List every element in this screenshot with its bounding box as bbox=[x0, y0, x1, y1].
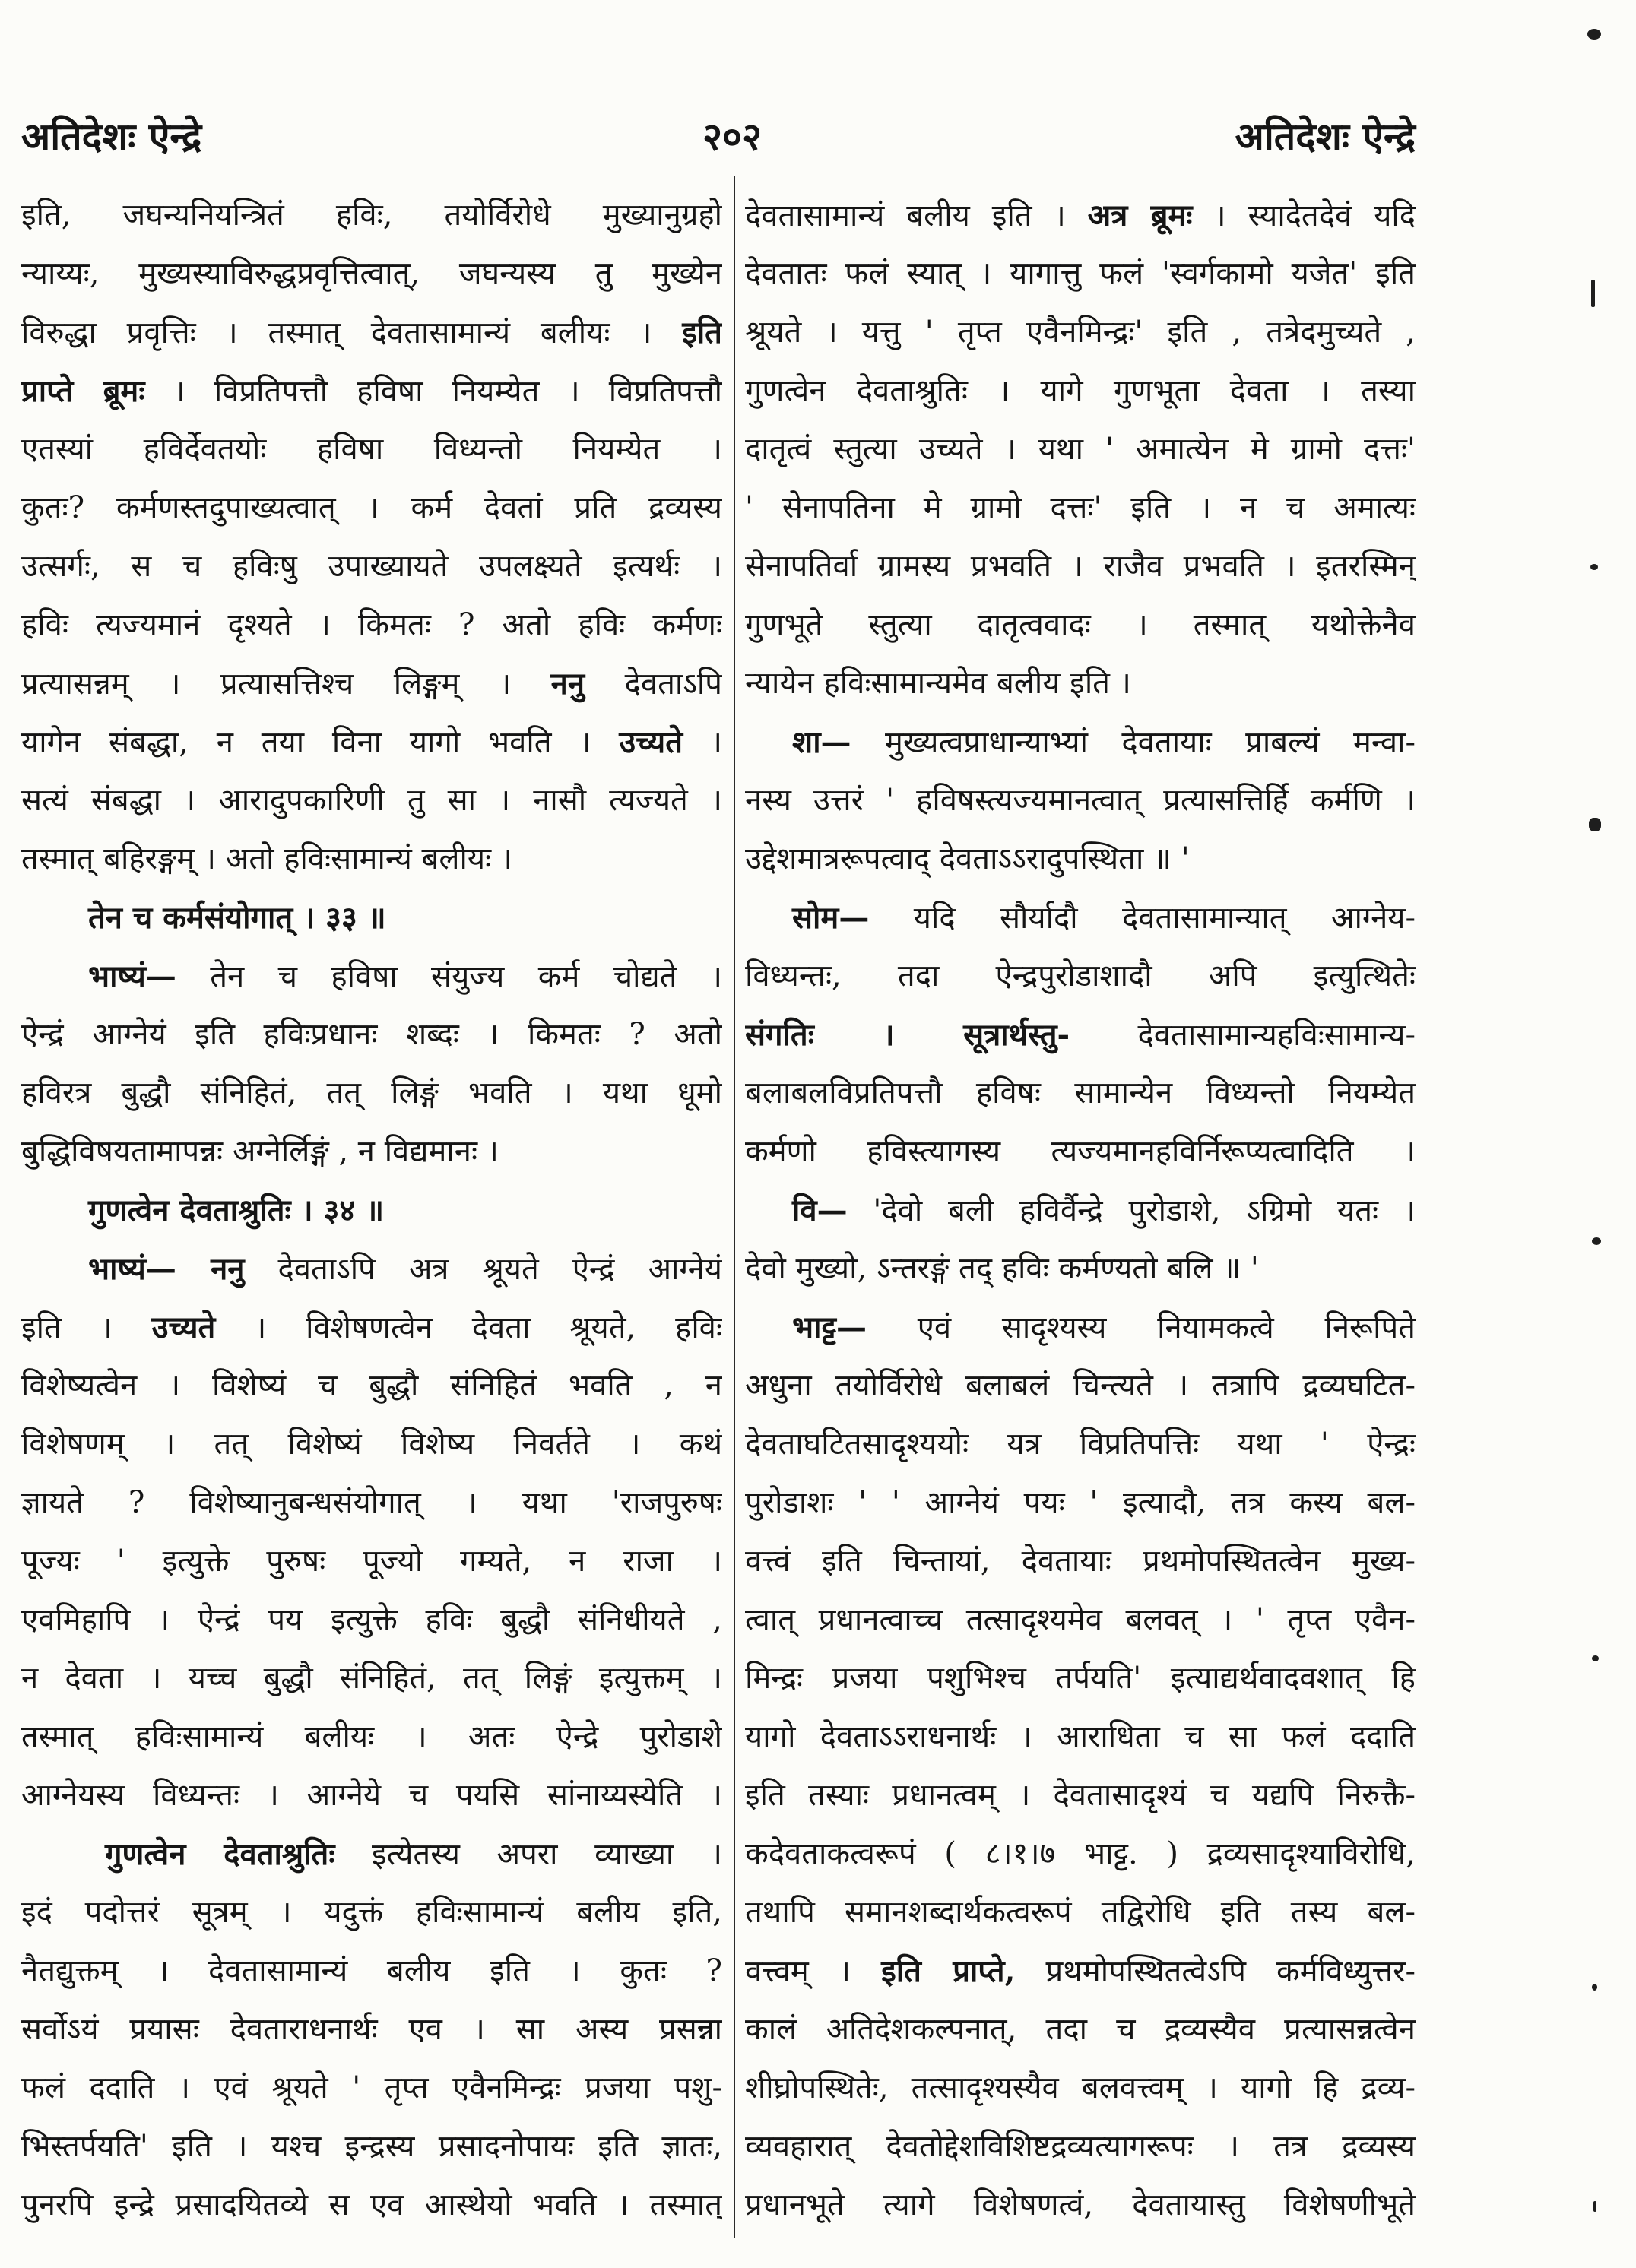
text-segment: कालं अतिदेशकल्पनात्, तदा च द्रव्यस्यैव प्रत्यासन्नत्वेन bbox=[745, 2012, 1416, 2047]
bold-text-segment: इति bbox=[682, 315, 722, 350]
text-line bbox=[21, 771, 722, 830]
text-segment: एतस्यां हविर्देवतयोः हविषा विध्यन्तो नियम्येत । bbox=[21, 432, 722, 467]
text-line bbox=[745, 1181, 1416, 1240]
text-line bbox=[745, 186, 1416, 245]
bold-text-segment: भाष्यं— ननु bbox=[88, 1251, 245, 1287]
text-line bbox=[21, 830, 722, 889]
bold-text-segment: भाट्ट— bbox=[792, 1310, 867, 1345]
text-segment: दातृत्वं स्तुत्या उच्यते । यथा ' अमात्येन मे ग्रामो दत्तः' bbox=[745, 432, 1416, 467]
text-line bbox=[21, 1766, 722, 1825]
text-segment: बलाबलविप्रतिपत्तौ हविषः सामान्येन विध्यन्तो नियम्येत bbox=[745, 1075, 1416, 1110]
text-line bbox=[745, 2059, 1416, 2118]
text-segment: । bbox=[683, 725, 722, 760]
text-line bbox=[21, 303, 722, 362]
text-line bbox=[21, 596, 722, 654]
text-line bbox=[745, 713, 1416, 771]
text-line bbox=[745, 1766, 1416, 1825]
text-line bbox=[21, 947, 722, 1006]
text-line bbox=[21, 654, 722, 713]
text-segment: भिस्तर्पयति' इति । यश्च इन्द्रस्य प्रसादनोपायः इति ज्ञातः, bbox=[21, 2129, 722, 2164]
text-segment: पुनरपि इन्द्रे प्रसादयितव्ये स एव आस्थेयो भवति । तस्मात् bbox=[21, 2187, 722, 2222]
text-line bbox=[745, 1006, 1416, 1064]
text-line bbox=[21, 537, 722, 596]
text-segment: इति तस्याः प्रधानत्वम् । देवतासादृश्यं च यद्यपि निरुक्तै- bbox=[745, 1778, 1416, 1813]
text-segment: कुतः? कर्मणस्तदुपाख्यत्वात् । कर्म देवतां प्रति द्रव्यस्य bbox=[21, 490, 722, 525]
text-line bbox=[21, 2000, 722, 2059]
text-segment: व्यवहारात् देवतोद्देशविशिष्टद्रव्यत्यागरूपः । तत्र द्रव्यस्य bbox=[745, 2129, 1416, 2164]
margin-mark bbox=[1591, 280, 1595, 307]
text-segment: कर्मणो हविस्त्यागस्य त्यज्यमानहविर्निरूप्यत्वादिति । bbox=[745, 1134, 1416, 1169]
text-line bbox=[745, 1532, 1416, 1591]
text-segment: यागेन संबद्धा, न तया विना यागो भवति । bbox=[21, 725, 620, 760]
text-segment: त्वात् प्रधानत्वाच्च तत्सादृश्यमेव बलवत् । ' तृप्त एवैन- bbox=[745, 1602, 1416, 1637]
text-line bbox=[745, 1298, 1416, 1357]
text-line bbox=[745, 303, 1416, 362]
bold-text-segment: वि— bbox=[792, 1193, 848, 1228]
bold-text-segment: सोम— bbox=[792, 900, 870, 936]
text-segment: वत्त्वं इति चिन्तायां, देवतायाः प्रथमोपस्थितत्वेन मुख्य- bbox=[745, 1544, 1416, 1579]
text-line bbox=[21, 1591, 722, 1649]
text-line bbox=[745, 596, 1416, 654]
text-line bbox=[21, 1357, 722, 1415]
text-line bbox=[21, 889, 722, 947]
bold-text-segment: तेन च कर्मसंयोगात् । ३३ ॥ bbox=[88, 900, 386, 936]
text-line bbox=[21, 479, 722, 537]
text-line bbox=[21, 1883, 722, 1942]
text-segment: देवताऽपि bbox=[585, 667, 722, 702]
text-segment: यागो देवताऽऽराधनार्थः । आराधिता च सा फलं ददाति bbox=[745, 1719, 1416, 1754]
text-segment: प्रत्यासन्नम् । प्रत्यासत्तिश्च लिङ्गम् । bbox=[21, 667, 551, 702]
text-segment: उत्सर्गः, स च हविःषु उपाख्यायते उपलक्ष्यते इत्यर्थः । bbox=[21, 549, 722, 584]
text-line bbox=[745, 1415, 1416, 1474]
text-line bbox=[21, 362, 722, 420]
bold-text-segment: ननु bbox=[550, 666, 585, 702]
text-line bbox=[21, 1415, 722, 1474]
text-line bbox=[745, 1123, 1416, 1181]
text-line bbox=[21, 1532, 722, 1591]
text-line bbox=[21, 1006, 722, 1064]
text-segment: इदं पदोत्तरं सूत्रम् । यदुक्तं हविःसामान्यं बलीय इति, bbox=[21, 1895, 722, 1930]
text-line bbox=[21, 1474, 722, 1532]
text-line bbox=[21, 1825, 722, 1883]
bold-text-segment: प्राप्ते ब्रूमः bbox=[21, 373, 145, 409]
text-segment: न देवता । यच्च बुद्धौ संनिहितं, तत् लिङ्गं इत्युक्तम् । bbox=[21, 1661, 722, 1696]
margin-mark bbox=[1587, 29, 1601, 40]
text-segment: गुणभूते स्तुत्या दातृत्ववादः । तस्मात् यथोक्तेनैव bbox=[745, 607, 1416, 642]
text-segment: विशेषणम् । तत् विशेष्यं विशेष्य निवर्तते । कथं bbox=[21, 1427, 722, 1462]
page-number: २०२ bbox=[702, 114, 762, 159]
bold-text-segment: भाष्यं— bbox=[88, 958, 176, 994]
text-segment: यदि सौर्यादौ देवतासामान्यात् आग्नेय- bbox=[869, 901, 1416, 936]
text-line bbox=[21, 2176, 722, 2235]
text-segment: तस्मात् हविःसामान्यं बलीयः । अतः ऐन्द्रे पुरोडाशे bbox=[21, 1719, 722, 1754]
text-line bbox=[21, 1942, 722, 2000]
text-segment: अधुना तयोर्विरोधे बलाबलं चिन्त्यते । तत्रापि द्रव्यघटित- bbox=[745, 1368, 1416, 1403]
text-segment: तस्मात् बहिरङ्गम् । अतो हविःसामान्यं बलीयः । bbox=[21, 841, 513, 876]
text-line bbox=[21, 1181, 722, 1240]
text-line bbox=[745, 245, 1416, 303]
text-segment: इति, जघन्यनियन्त्रितं हविः, तयोर्विरोधे मुख्यानुग्रहो bbox=[21, 198, 722, 233]
text-segment: हविरत्र बुद्धौ संनिहितं, तत् लिङ्गं भवति । यथा धूमो bbox=[21, 1075, 722, 1110]
text-line bbox=[21, 1123, 722, 1181]
text-line bbox=[745, 1883, 1416, 1942]
text-segment: सर्वोऽयं प्रयासः देवताराधनार्थः एव । सा अस्य प्रसन्ना bbox=[21, 2012, 722, 2047]
text-line bbox=[745, 947, 1416, 1006]
bold-text-segment: उच्यते bbox=[151, 1310, 216, 1345]
text-segment: देवताघटितसादृश्ययोः यत्र विप्रतिपत्तिः यथा ' ऐन्द्रः bbox=[745, 1427, 1416, 1462]
text-segment: मुख्यत्वप्राधान्याभ्यां देवतायाः प्राबल्यं मन्वा- bbox=[851, 725, 1416, 760]
text-line bbox=[21, 2059, 722, 2118]
text-line bbox=[745, 654, 1416, 713]
bold-text-segment: अत्र ब्रूमः bbox=[1087, 198, 1193, 233]
text-segment: एवं सादृश्यस्य नियामकत्वे निरूपिते bbox=[867, 1310, 1416, 1345]
text-segment: वत्त्वम् । bbox=[745, 1954, 882, 1989]
text-line bbox=[21, 1649, 722, 1708]
text-segment: पूज्यः ' इत्युक्ते पुरुषः पूज्यो गम्यते, न राजा । bbox=[21, 1544, 722, 1579]
text-line bbox=[745, 1825, 1416, 1883]
text-line bbox=[745, 1357, 1416, 1415]
text-segment: तेन च हविषा संयुज्य कर्म चोद्यते । bbox=[176, 959, 722, 994]
text-line bbox=[745, 2118, 1416, 2176]
text-segment: नस्य उत्तरं ' हविषस्त्यज्यमानत्वात् प्रत्यासत्तिर्हि कर्मणि । bbox=[745, 783, 1416, 818]
text-segment: न्याय्यः, मुख्यस्याविरुद्धप्रवृत्तित्वात्, जघन्यस्य तु मुख्येन bbox=[21, 256, 722, 291]
text-line bbox=[745, 1591, 1416, 1649]
text-line bbox=[745, 1708, 1416, 1766]
text-segment: देवतासामान्यं बलीय इति । bbox=[745, 198, 1088, 233]
text-line bbox=[745, 1240, 1416, 1298]
text-segment: बुद्धिविषयतामापन्नः अग्नेर्लिङ्गं , न विद्यमानः । bbox=[21, 1134, 499, 1169]
bold-text-segment: संगतिः । सूत्रार्थस्तु- bbox=[745, 1017, 1070, 1053]
text-segment: । विशेषणत्वेन देवता श्रूयते, हविः bbox=[215, 1310, 722, 1345]
text-line bbox=[21, 245, 722, 303]
running-header-left: अतिदेशः ऐन्द्रे bbox=[21, 114, 202, 159]
text-segment: देवो मुख्यो, ऽन्तरङ्गं तद् हविः कर्मण्यतो बलि ॥ ' bbox=[745, 1251, 1259, 1286]
text-segment: देवताऽपि अत्र श्रूयते ऐन्द्रं आग्नेयं bbox=[244, 1252, 722, 1287]
text-line bbox=[745, 1064, 1416, 1123]
text-segment: प्रधानभूते त्यागे विशेषणत्वं, देवतायास्तु विशेषणीभूते bbox=[745, 2187, 1416, 2222]
text-segment: नैतद्युक्तम् । देवतासामान्यं बलीय इति । कुतः ? bbox=[21, 1953, 722, 1988]
text-line bbox=[745, 889, 1416, 947]
margin-mark bbox=[1593, 2201, 1596, 2212]
text-segment: । विप्रतिपत्तौ हविषा नियम्येत । विप्रतिपत्तौ bbox=[144, 374, 722, 409]
text-segment: पुरोडाशः ' ' आग्नेयं पयः ' इत्यादौ, तत्र कस्य बल- bbox=[745, 1485, 1416, 1520]
text-segment: । स्यादेतदेवं यदि bbox=[1192, 198, 1416, 233]
text-segment: शीघ्रोपस्थितेः, तत्सादृश्यस्यैव बलवत्त्वम् । यागो हि द्रव्य- bbox=[745, 2070, 1416, 2105]
text-line bbox=[21, 420, 722, 479]
text-segment: गुणत्वेन देवताश्रुतिः । यागे गुणभूता देवता । तस्या bbox=[745, 373, 1416, 408]
bold-text-segment: उच्यते bbox=[619, 724, 683, 760]
bold-text-segment: गुणत्वेन देवताश्रुतिः । ३४ ॥ bbox=[88, 1193, 385, 1228]
text-line bbox=[745, 362, 1416, 420]
text-line bbox=[21, 1708, 722, 1766]
text-segment: मिन्द्रः प्रजया पशुभिश्च तर्पयति' इत्याद्यर्थवादवशात् हि bbox=[745, 1661, 1416, 1696]
text-line bbox=[745, 420, 1416, 479]
text-segment: विरुद्धा प्रवृत्तिः । तस्मात् देवतासामान्यं बलीयः । bbox=[21, 315, 683, 350]
running-header-right: अतिदेशः ऐन्द्रे bbox=[1235, 114, 1416, 159]
right-text-column bbox=[745, 186, 1416, 2235]
margin-mark bbox=[1592, 1655, 1599, 1661]
text-segment: फलं ददाति । एवं श्रूयते ' तृप्त एवैनमिन्द्रः प्रजया पशु- bbox=[21, 2070, 722, 2105]
text-segment: इति । bbox=[21, 1310, 152, 1345]
text-line bbox=[21, 713, 722, 771]
text-segment: तथापि समानशब्दार्थकत्वरूपं तद्विरोधि इति तस्य बल- bbox=[745, 1895, 1416, 1930]
text-segment: प्रथमोपस्थितत्वेऽपि कर्मविध्युत्तर- bbox=[1015, 1954, 1416, 1989]
text-segment: कदेवताकत्वरूपं ( ८।१।७ भाट्ट. ) द्रव्यसादृश्याविरोधि, bbox=[745, 1836, 1416, 1871]
text-line bbox=[21, 1298, 722, 1357]
text-line bbox=[21, 1064, 722, 1123]
text-line bbox=[745, 1474, 1416, 1532]
bold-text-segment: इति प्राप्ते, bbox=[881, 1953, 1016, 1989]
text-line bbox=[745, 537, 1416, 596]
text-segment: ऐन्द्रं आग्नेयं इति हविःप्रधानः शब्दः । किमतः ? अतो bbox=[21, 1017, 722, 1052]
text-line bbox=[745, 2000, 1416, 2059]
text-segment: देवतातः फलं स्यात् । यागात्तु फलं 'स्वर्गकामो यजेत' इति bbox=[745, 256, 1416, 291]
text-segment: ज्ञायते ? विशेष्यानुबन्धसंयोगात् । यथा 'राजपुरुषः bbox=[21, 1485, 722, 1520]
text-segment: सेनापतिर्वा ग्रामस्य प्रभवति । राजैव प्रभवति । इतरस्मिन् bbox=[745, 549, 1416, 584]
text-line bbox=[745, 2176, 1416, 2235]
text-segment: उद्देशमात्ररूपत्वाद् देवताऽऽरादुपस्थिता ॥ ' bbox=[745, 841, 1190, 876]
text-segment: विशेष्यत्वेन । विशेष्यं च बुद्धौ संनिहितं भवति , न bbox=[21, 1368, 722, 1403]
margin-mark bbox=[1592, 1237, 1601, 1245]
left-text-column bbox=[21, 186, 722, 2235]
margin-mark bbox=[1592, 1984, 1597, 1991]
text-line bbox=[745, 771, 1416, 830]
text-line bbox=[21, 2118, 722, 2176]
margin-mark bbox=[1589, 818, 1601, 831]
text-segment: इत्येतस्य अपरा व्याख्या । bbox=[334, 1837, 722, 1872]
column-divider bbox=[734, 176, 735, 2238]
text-line bbox=[745, 1649, 1416, 1708]
text-line bbox=[745, 830, 1416, 889]
text-line bbox=[745, 1942, 1416, 2000]
text-segment: आग्नेयस्य विध्यन्तः । आग्नेये च पयसि सांनाय्यस्येति । bbox=[21, 1778, 722, 1813]
text-segment: ' सेनापतिना मे ग्रामो दत्तः' इति । न च अमात्यः bbox=[745, 490, 1416, 525]
text-line bbox=[745, 479, 1416, 537]
text-line bbox=[21, 186, 722, 245]
text-segment: श्रूयते । यत्तु ' तृप्त एवैनमिन्द्रः' इति , तत्रेदमुच्यते , bbox=[745, 315, 1416, 350]
bold-text-segment: गुणत्वेन देवताश्रुतिः bbox=[105, 1836, 335, 1872]
text-line bbox=[21, 1240, 722, 1298]
text-segment: विध्यन्तः, तदा ऐन्द्रपुरोडाशादौ अपि इत्युत्थितेः bbox=[745, 958, 1416, 993]
text-segment: हविः त्यज्यमानं दृश्यते । किमतः ? अतो हविः कर्मणः bbox=[21, 607, 722, 642]
text-segment: देवतासामान्यहविःसामान्य- bbox=[1070, 1018, 1416, 1053]
text-segment: 'देवो बली हविर्वैन्द्रे पुरोडाशे, ऽग्रिमो यतः । bbox=[847, 1193, 1416, 1228]
text-segment: न्यायेन हविःसामान्यमेव बलीय इति । bbox=[745, 666, 1131, 701]
bold-text-segment: शा— bbox=[792, 724, 851, 760]
text-segment: एवमिहापि । ऐन्द्रं पय इत्युक्ते हविः बुद्धौ संनिधीयते , bbox=[21, 1602, 722, 1637]
margin-mark bbox=[1590, 564, 1598, 570]
text-segment: सत्यं संबद्धा । आरादुपकारिणी तु सा । नासौ त्यज्यते । bbox=[21, 783, 722, 818]
